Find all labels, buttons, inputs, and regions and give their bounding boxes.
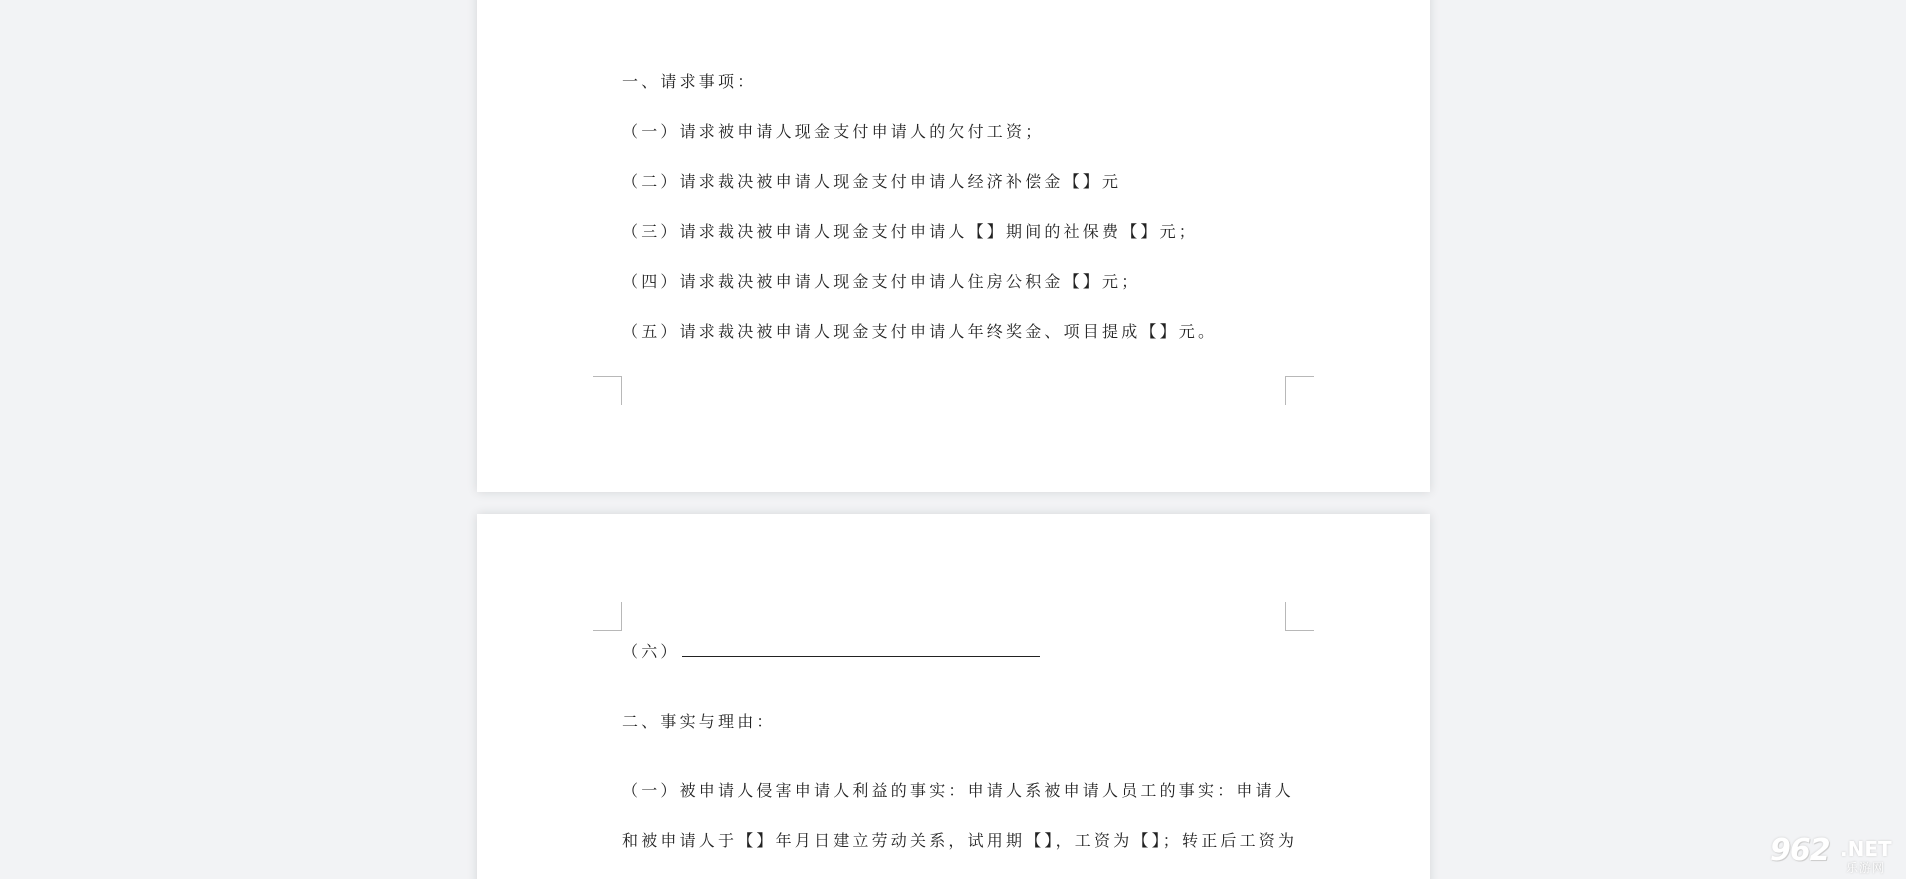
- request-item-4: （四）请求裁决被申请人现金支付申请人住房公积金【】元；: [622, 272, 1141, 291]
- request-item-5: （五）请求裁决被申请人现金支付申请人年终奖金、项目提成【】元。: [622, 322, 1218, 341]
- facts-paragraph-line-1: （一）被申请人侵害申请人利益的事实：申请人系被申请人员工的事实：申请人: [622, 781, 1295, 800]
- margin-corner-top-left: [593, 602, 622, 631]
- section-heading-facts: 二、事实与理由：: [622, 712, 776, 731]
- site-watermark-logo: [1770, 833, 1900, 875]
- document-page-2: [477, 514, 1430, 879]
- watermark-number: 962: [1770, 833, 1830, 868]
- facts-paragraph-line-2: 和被申请人于【】年月日建立劳动关系，试用期【】，工资为【】；转正后工资为: [622, 831, 1298, 850]
- request-item-1: （一）请求被申请人现金支付申请人的欠付工资；: [622, 122, 1045, 141]
- section-heading-requests: 一、请求事项：: [622, 72, 757, 91]
- margin-corner-bottom-left: [593, 376, 622, 405]
- watermark-suffix: .NET: [1840, 837, 1892, 861]
- document-page-1: [477, 0, 1430, 492]
- watermark-subtitle: 乐游网: [1846, 861, 1886, 875]
- request-item-6-label: （六）: [622, 642, 680, 661]
- margin-corner-bottom-right: [1285, 376, 1314, 405]
- request-item-3: （三）请求裁决被申请人现金支付申请人【】期间的社保费【】元；: [622, 222, 1199, 241]
- margin-corner-top-right: [1285, 602, 1314, 631]
- request-item-6: [622, 642, 1040, 662]
- request-item-2: （二）请求裁决被申请人现金支付申请人经济补偿金【】元: [622, 172, 1122, 191]
- fill-in-blank-line[interactable]: [682, 642, 1040, 657]
